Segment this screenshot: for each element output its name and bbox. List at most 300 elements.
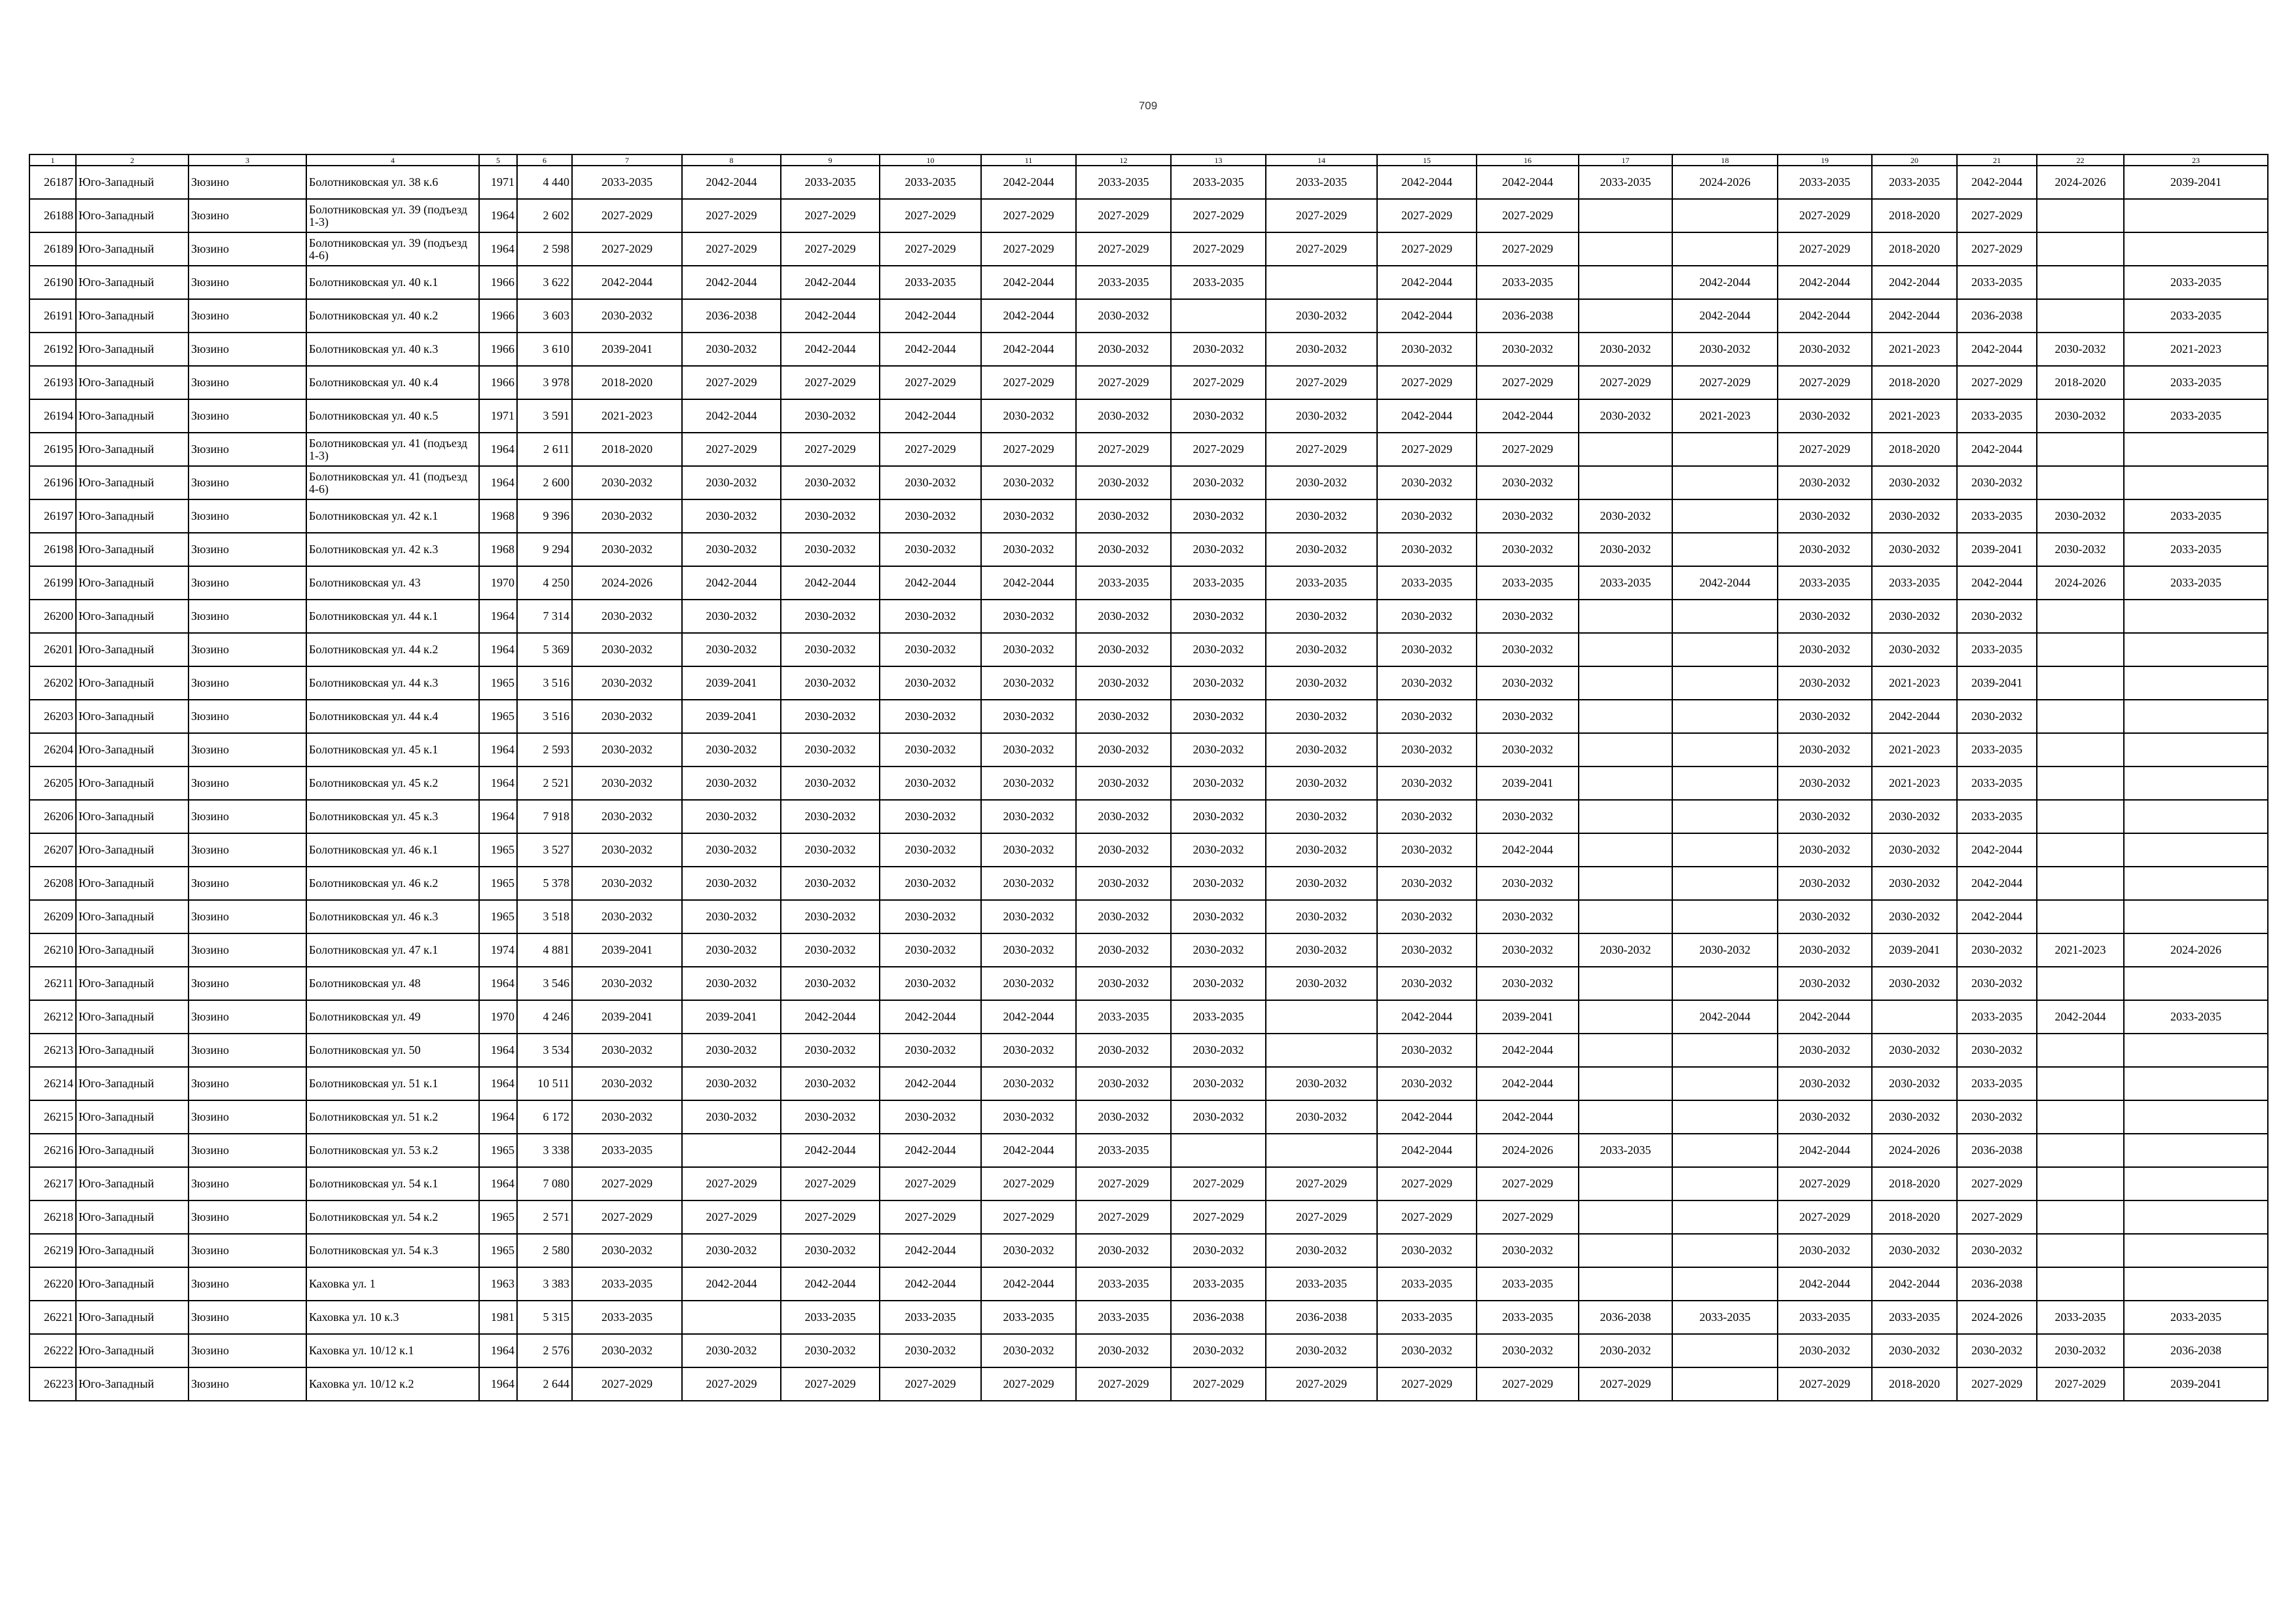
table-cell: 2042-2044 <box>1872 700 1957 733</box>
table-cell: 26195 <box>29 433 76 466</box>
table-cell: 2030-2032 <box>1377 666 1477 700</box>
table-cell: 2042-2044 <box>981 566 1076 600</box>
table-cell: 2042-2044 <box>981 1000 1076 1034</box>
table-cell: 2030-2032 <box>1076 633 1171 666</box>
table-cell <box>2037 800 2124 833</box>
table-cell: 2027-2029 <box>682 1367 781 1401</box>
table-cell: 2033-2035 <box>1477 266 1579 299</box>
table-cell: 2030-2032 <box>2037 533 2124 566</box>
table-cell <box>2037 633 2124 666</box>
table-cell: 1964 <box>479 1367 517 1401</box>
table-cell: 2030-2032 <box>1778 399 1872 433</box>
table-cell: 2027-2029 <box>981 232 1076 266</box>
table-cell <box>1266 1034 1377 1067</box>
table-cell: 2018-2020 <box>1872 199 1957 232</box>
table-cell: 1966 <box>479 299 517 333</box>
column-header-9: 9 <box>781 154 880 166</box>
table-cell: 1965 <box>479 867 517 900</box>
table-cell: 5 315 <box>517 1301 572 1334</box>
table-cell: 1981 <box>479 1301 517 1334</box>
table-cell: 2027-2029 <box>880 199 981 232</box>
table-cell <box>2124 666 2268 700</box>
table-cell: 2027-2029 <box>1957 1367 2037 1401</box>
table-cell: Зюзино <box>188 967 306 1000</box>
table-row <box>29 1167 2268 1200</box>
table-cell: 2033-2035 <box>1957 499 2037 533</box>
table-cell: 2030-2032 <box>1377 466 1477 499</box>
table-cell: Болотниковская ул. 44 к.1 <box>306 600 479 633</box>
table-cell: 2021-2023 <box>2037 933 2124 967</box>
table-row <box>29 333 2268 366</box>
table-cell: Юго-Западный <box>76 867 188 900</box>
table-cell: 2027-2029 <box>572 1367 682 1401</box>
table-cell: 2033-2035 <box>1872 166 1957 199</box>
table-cell <box>2037 466 2124 499</box>
table-cell: Зюзино <box>188 1034 306 1067</box>
table-cell <box>1672 1100 1778 1134</box>
table-cell: Юго-Западный <box>76 566 188 600</box>
table-cell <box>1672 1167 1778 1200</box>
table-cell: 2027-2029 <box>1477 1167 1579 1200</box>
table-cell: 2030-2032 <box>1076 1334 1171 1367</box>
table-cell: 1964 <box>479 733 517 767</box>
table-cell: 2033-2035 <box>2124 366 2268 399</box>
table-row <box>29 166 2268 199</box>
table-cell: 2033-2035 <box>981 1301 1076 1334</box>
table-cell: Болотниковская ул. 49 <box>306 1000 479 1034</box>
table-cell: 2030-2032 <box>1171 767 1266 800</box>
table-cell: Зюзино <box>188 266 306 299</box>
table-cell: 2042-2044 <box>880 1234 981 1267</box>
table-cell: 2027-2029 <box>1266 232 1377 266</box>
table-cell: 2042-2044 <box>1377 299 1477 333</box>
table-cell: Юго-Западный <box>76 733 188 767</box>
table-row <box>29 767 2268 800</box>
table-cell: 2033-2035 <box>1076 1000 1171 1034</box>
table-cell: 2033-2035 <box>2124 533 2268 566</box>
column-header-16: 16 <box>1477 154 1579 166</box>
table-cell: Юго-Западный <box>76 767 188 800</box>
table-cell: 4 250 <box>517 566 572 600</box>
table-cell: 2030-2032 <box>1872 967 1957 1000</box>
table-cell <box>2037 700 2124 733</box>
table-cell: 2030-2032 <box>1171 466 1266 499</box>
table-cell: 2027-2029 <box>1266 1367 1377 1401</box>
table-cell: 2042-2044 <box>1778 1000 1872 1034</box>
table-cell: 2030-2032 <box>1778 1334 1872 1367</box>
table-cell: 2033-2035 <box>1872 566 1957 600</box>
table-cell: 2030-2032 <box>2037 399 2124 433</box>
table-cell <box>1579 1067 1672 1100</box>
table-cell: 2033-2035 <box>1477 1267 1579 1301</box>
table-cell: Зюзино <box>188 533 306 566</box>
table-cell: 2030-2032 <box>1579 499 1672 533</box>
table-cell: Зюзино <box>188 800 306 833</box>
table-cell: 2030-2032 <box>682 466 781 499</box>
table-cell: Юго-Западный <box>76 900 188 933</box>
table-cell: 2 600 <box>517 466 572 499</box>
table-cell: 2030-2032 <box>1477 867 1579 900</box>
table-cell: 2030-2032 <box>1076 800 1171 833</box>
table-cell: 2042-2044 <box>981 1267 1076 1301</box>
table-cell: 2030-2032 <box>1266 333 1377 366</box>
table-cell: 1964 <box>479 600 517 633</box>
table-cell: 1965 <box>479 1200 517 1234</box>
table-cell: 2030-2032 <box>981 633 1076 666</box>
table-cell: 2042-2044 <box>1957 566 2037 600</box>
table-cell: 2036-2038 <box>2124 1334 2268 1367</box>
table-cell: 26204 <box>29 733 76 767</box>
table-cell: 2030-2032 <box>1872 1100 1957 1134</box>
table-cell: 2030-2032 <box>1957 466 2037 499</box>
table-cell: 2027-2029 <box>572 1200 682 1234</box>
table-cell: 2033-2035 <box>1579 166 1672 199</box>
table-cell: 1964 <box>479 633 517 666</box>
page-number: 709 <box>1138 99 1158 112</box>
table-cell <box>2124 1067 2268 1100</box>
table-cell <box>1579 733 1672 767</box>
table-cell: 2042-2044 <box>1957 433 2037 466</box>
table-cell: 2027-2029 <box>981 366 1076 399</box>
table-cell <box>1171 1134 1266 1167</box>
table-cell: 3 622 <box>517 266 572 299</box>
table-cell: 1964 <box>479 800 517 833</box>
table-cell: 2030-2032 <box>1171 499 1266 533</box>
table-cell: 4 881 <box>517 933 572 967</box>
table-cell: 2030-2032 <box>1377 1334 1477 1367</box>
table-cell: 10 511 <box>517 1067 572 1100</box>
table-cell: 2030-2032 <box>781 900 880 933</box>
table-cell: 2033-2035 <box>1377 566 1477 600</box>
table-cell: 2033-2035 <box>1076 566 1171 600</box>
table-cell: Болотниковская ул. 44 к.4 <box>306 700 479 733</box>
table-cell: 2042-2044 <box>1377 266 1477 299</box>
table-cell: 2030-2032 <box>1377 867 1477 900</box>
table-cell <box>2037 266 2124 299</box>
table-cell: 2030-2032 <box>781 833 880 867</box>
table-cell: 2030-2032 <box>1778 800 1872 833</box>
table-cell: 1966 <box>479 266 517 299</box>
table-cell: 2030-2032 <box>1872 800 1957 833</box>
table-cell <box>1672 767 1778 800</box>
table-cell: 2027-2029 <box>1477 433 1579 466</box>
table-cell: 2033-2035 <box>1778 566 1872 600</box>
table-row <box>29 733 2268 767</box>
table-row <box>29 399 2268 433</box>
table-cell: 2030-2032 <box>1076 399 1171 433</box>
table-cell: 2030-2032 <box>682 800 781 833</box>
table-cell: 2039-2041 <box>572 333 682 366</box>
table-cell: 2030-2032 <box>1266 933 1377 967</box>
table-cell: Юго-Западный <box>76 433 188 466</box>
table-cell: 2030-2032 <box>682 767 781 800</box>
table-cell: 2036-2038 <box>1957 299 2037 333</box>
table-cell: 2030-2032 <box>1477 466 1579 499</box>
table-cell: 2018-2020 <box>1872 1167 1957 1200</box>
table-cell: 2030-2032 <box>1076 733 1171 767</box>
table-row <box>29 566 2268 600</box>
table-cell <box>1579 1200 1672 1234</box>
table-cell: 2027-2029 <box>880 1367 981 1401</box>
table-cell: 2030-2032 <box>1477 967 1579 1000</box>
table-cell <box>2037 1067 2124 1100</box>
table-cell <box>2037 1100 2124 1134</box>
table-cell: 2042-2044 <box>781 266 880 299</box>
table-cell: 2027-2029 <box>1477 199 1579 232</box>
table-cell <box>2124 1167 2268 1200</box>
table-cell: Зюзино <box>188 299 306 333</box>
table-cell: 2030-2032 <box>572 967 682 1000</box>
table-cell: Каховка ул. 10/12 к.2 <box>306 1367 479 1401</box>
table-cell: 2033-2035 <box>1778 1301 1872 1334</box>
table-cell <box>2124 1100 2268 1134</box>
table-cell: 3 978 <box>517 366 572 399</box>
table-cell: 2030-2032 <box>1477 1234 1579 1267</box>
table-cell: 2030-2032 <box>1266 800 1377 833</box>
table-cell: 2030-2032 <box>781 600 880 633</box>
table-cell: 2021-2023 <box>1872 733 1957 767</box>
table-cell: Юго-Западный <box>76 232 188 266</box>
table-cell: 2030-2032 <box>1266 733 1377 767</box>
table-cell: 2030-2032 <box>1076 967 1171 1000</box>
table-cell: 2027-2029 <box>1171 1167 1266 1200</box>
table-cell: 26196 <box>29 466 76 499</box>
table-cell: 2036-2038 <box>1266 1301 1377 1334</box>
table-cell: 2030-2032 <box>1076 900 1171 933</box>
table-cell: Юго-Западный <box>76 266 188 299</box>
table-cell: 2027-2029 <box>1171 1200 1266 1234</box>
table-cell: 2027-2029 <box>880 232 981 266</box>
column-header-8: 8 <box>682 154 781 166</box>
table-cell: Юго-Западный <box>76 366 188 399</box>
table-cell: 2030-2032 <box>572 1234 682 1267</box>
table-cell: 2030-2032 <box>1266 967 1377 1000</box>
table-cell: 2030-2032 <box>781 533 880 566</box>
table-cell: Юго-Западный <box>76 1334 188 1367</box>
table-cell <box>1579 800 1672 833</box>
table-cell: 2033-2035 <box>1377 1267 1477 1301</box>
table-cell: 2027-2029 <box>781 433 880 466</box>
table-cell: 2030-2032 <box>981 833 1076 867</box>
table-cell <box>1672 499 1778 533</box>
table-cell: Болотниковская ул. 51 к.1 <box>306 1067 479 1100</box>
table-row <box>29 1067 2268 1100</box>
table-cell: 2030-2032 <box>1477 633 1579 666</box>
table-cell: 1965 <box>479 1134 517 1167</box>
table-cell: 2033-2035 <box>2124 299 2268 333</box>
table-cell: 2030-2032 <box>572 1100 682 1134</box>
table-cell: Зюзино <box>188 166 306 199</box>
table-cell: 2030-2032 <box>1477 499 1579 533</box>
table-cell: 2030-2032 <box>1171 867 1266 900</box>
table-cell: 2030-2032 <box>1076 666 1171 700</box>
table-cell: Болотниковская ул. 54 к.2 <box>306 1200 479 1234</box>
table-cell: 2030-2032 <box>572 666 682 700</box>
table-cell: 2030-2032 <box>880 933 981 967</box>
table-cell: 2030-2032 <box>781 466 880 499</box>
table-cell: Болотниковская ул. 40 к.5 <box>306 399 479 433</box>
table-cell: 2030-2032 <box>1957 1334 2037 1367</box>
table-cell <box>1672 1334 1778 1367</box>
table-cell: 2042-2044 <box>1957 333 2037 366</box>
table-cell: 2033-2035 <box>880 1301 981 1334</box>
table-cell: 2030-2032 <box>781 967 880 1000</box>
table-cell <box>1672 232 1778 266</box>
table-cell: 2030-2032 <box>1171 933 1266 967</box>
table-cell: 2027-2029 <box>682 366 781 399</box>
table-cell: 2030-2032 <box>781 399 880 433</box>
table-cell: 2030-2032 <box>1076 333 1171 366</box>
table-cell: 2042-2044 <box>1377 1100 1477 1134</box>
table-cell <box>2124 900 2268 933</box>
table-cell: 5 378 <box>517 867 572 900</box>
table-cell: 2027-2029 <box>1266 366 1377 399</box>
table-cell: 26207 <box>29 833 76 867</box>
table-cell: 2042-2044 <box>1778 1267 1872 1301</box>
table-header <box>29 154 2268 166</box>
table-cell: 2 598 <box>517 232 572 266</box>
table-cell: 2030-2032 <box>682 333 781 366</box>
table-cell: 2033-2035 <box>1266 1267 1377 1301</box>
table-cell <box>1579 633 1672 666</box>
table-cell <box>2037 1134 2124 1167</box>
table-cell: 2042-2044 <box>981 333 1076 366</box>
table-cell <box>2037 433 2124 466</box>
table-cell: 2030-2032 <box>1171 800 1266 833</box>
table-cell: 2042-2044 <box>1778 266 1872 299</box>
table-cell: 2042-2044 <box>880 1000 981 1034</box>
table-cell: 2027-2029 <box>1957 232 2037 266</box>
table-cell <box>1579 833 1672 867</box>
table-cell: 2042-2044 <box>781 299 880 333</box>
table-cell: 2033-2035 <box>1778 166 1872 199</box>
table-cell <box>1672 600 1778 633</box>
table-cell: 2018-2020 <box>1872 1367 1957 1401</box>
table-cell: 2027-2029 <box>981 433 1076 466</box>
table-cell: 2030-2032 <box>682 633 781 666</box>
table-cell <box>1266 1134 1377 1167</box>
table-cell: 1970 <box>479 566 517 600</box>
table-cell: 2030-2032 <box>781 867 880 900</box>
table-cell: 2030-2032 <box>1778 1100 1872 1134</box>
table-cell <box>2124 1134 2268 1167</box>
table-cell: 2042-2044 <box>880 566 981 600</box>
table-cell: Юго-Западный <box>76 800 188 833</box>
table-cell: 1965 <box>479 833 517 867</box>
table-cell: 2042-2044 <box>1672 266 1778 299</box>
table-cell: 2030-2032 <box>880 600 981 633</box>
table-cell: 3 516 <box>517 666 572 700</box>
table-cell: 2030-2032 <box>1778 967 1872 1000</box>
table-cell: 1964 <box>479 967 517 1000</box>
table-cell: 2033-2035 <box>1266 166 1377 199</box>
table-cell <box>1672 1234 1778 1267</box>
table-cell <box>1579 1100 1672 1134</box>
table-cell: 2039-2041 <box>1872 933 1957 967</box>
table-cell: Юго-Западный <box>76 1067 188 1100</box>
table-cell <box>1672 1067 1778 1100</box>
table-cell: 2030-2032 <box>1477 333 1579 366</box>
table-cell: Зюзино <box>188 1067 306 1100</box>
table-cell: 2042-2044 <box>880 399 981 433</box>
table-cell: 2030-2032 <box>572 700 682 733</box>
table-cell: Болотниковская ул. 46 к.3 <box>306 900 479 933</box>
table-cell: 2030-2032 <box>1872 867 1957 900</box>
table-cell: Каховка ул. 10 к.3 <box>306 1301 479 1334</box>
table-cell: Юго-Западный <box>76 1200 188 1234</box>
table-cell: 2030-2032 <box>981 1234 1076 1267</box>
table-cell: 2030-2032 <box>1579 399 1672 433</box>
table-cell: 2030-2032 <box>1171 967 1266 1000</box>
table-cell: 2030-2032 <box>1672 333 1778 366</box>
table-cell: 2030-2032 <box>1171 1234 1266 1267</box>
table-cell <box>2124 767 2268 800</box>
table-cell: 2030-2032 <box>880 900 981 933</box>
table-cell: 2030-2032 <box>781 700 880 733</box>
table-cell: Юго-Западный <box>76 299 188 333</box>
table-cell <box>1579 266 1672 299</box>
table-cell: 2033-2035 <box>1076 166 1171 199</box>
table-cell: 1971 <box>479 399 517 433</box>
table-cell: 2030-2032 <box>682 600 781 633</box>
table-cell: 2030-2032 <box>682 900 781 933</box>
table-row <box>29 433 2268 466</box>
table-cell: 2030-2032 <box>1957 600 2037 633</box>
table-cell: 2027-2029 <box>682 232 781 266</box>
table-cell: 2030-2032 <box>1377 800 1477 833</box>
table-cell: 2033-2035 <box>1957 1067 2037 1100</box>
table-cell: 2030-2032 <box>1266 633 1377 666</box>
table-cell: 2042-2044 <box>2037 1000 2124 1034</box>
table-cell: 2030-2032 <box>1872 633 1957 666</box>
table-cell: 2030-2032 <box>1778 666 1872 700</box>
column-header-3: 3 <box>188 154 306 166</box>
table-row <box>29 1100 2268 1134</box>
table-cell: 2030-2032 <box>682 1334 781 1367</box>
table-cell: 2036-2038 <box>1477 299 1579 333</box>
table-cell: 2027-2029 <box>1377 1367 1477 1401</box>
table-row <box>29 266 2268 299</box>
table-cell: 2030-2032 <box>1076 767 1171 800</box>
table-cell: 2030-2032 <box>1377 767 1477 800</box>
table-row <box>29 666 2268 700</box>
table-cell: 2030-2032 <box>1778 600 1872 633</box>
table-cell: 2027-2029 <box>1266 433 1377 466</box>
table-cell <box>2037 1200 2124 1234</box>
table-cell: 2030-2032 <box>981 1100 1076 1134</box>
table-cell: 2027-2029 <box>1377 232 1477 266</box>
table-cell: 2033-2035 <box>1171 566 1266 600</box>
table-cell: 2042-2044 <box>781 1000 880 1034</box>
table-cell: 2042-2044 <box>981 166 1076 199</box>
table-cell: 2033-2035 <box>1579 1134 1672 1167</box>
table-cell: 26190 <box>29 266 76 299</box>
table-cell <box>682 1301 781 1334</box>
table-cell: 2030-2032 <box>880 633 981 666</box>
table-cell: 2030-2032 <box>1477 800 1579 833</box>
table-cell: 2030-2032 <box>1778 900 1872 933</box>
table-cell: Юго-Западный <box>76 967 188 1000</box>
table-cell: 2030-2032 <box>1266 1234 1377 1267</box>
table-cell <box>1672 900 1778 933</box>
table-cell: 2024-2026 <box>2037 566 2124 600</box>
table-cell: 26214 <box>29 1067 76 1100</box>
table-cell: Юго-Западный <box>76 499 188 533</box>
table-cell: 2030-2032 <box>1171 833 1266 867</box>
table-cell: 9 294 <box>517 533 572 566</box>
table-cell: 26189 <box>29 232 76 266</box>
table-row <box>29 1367 2268 1401</box>
